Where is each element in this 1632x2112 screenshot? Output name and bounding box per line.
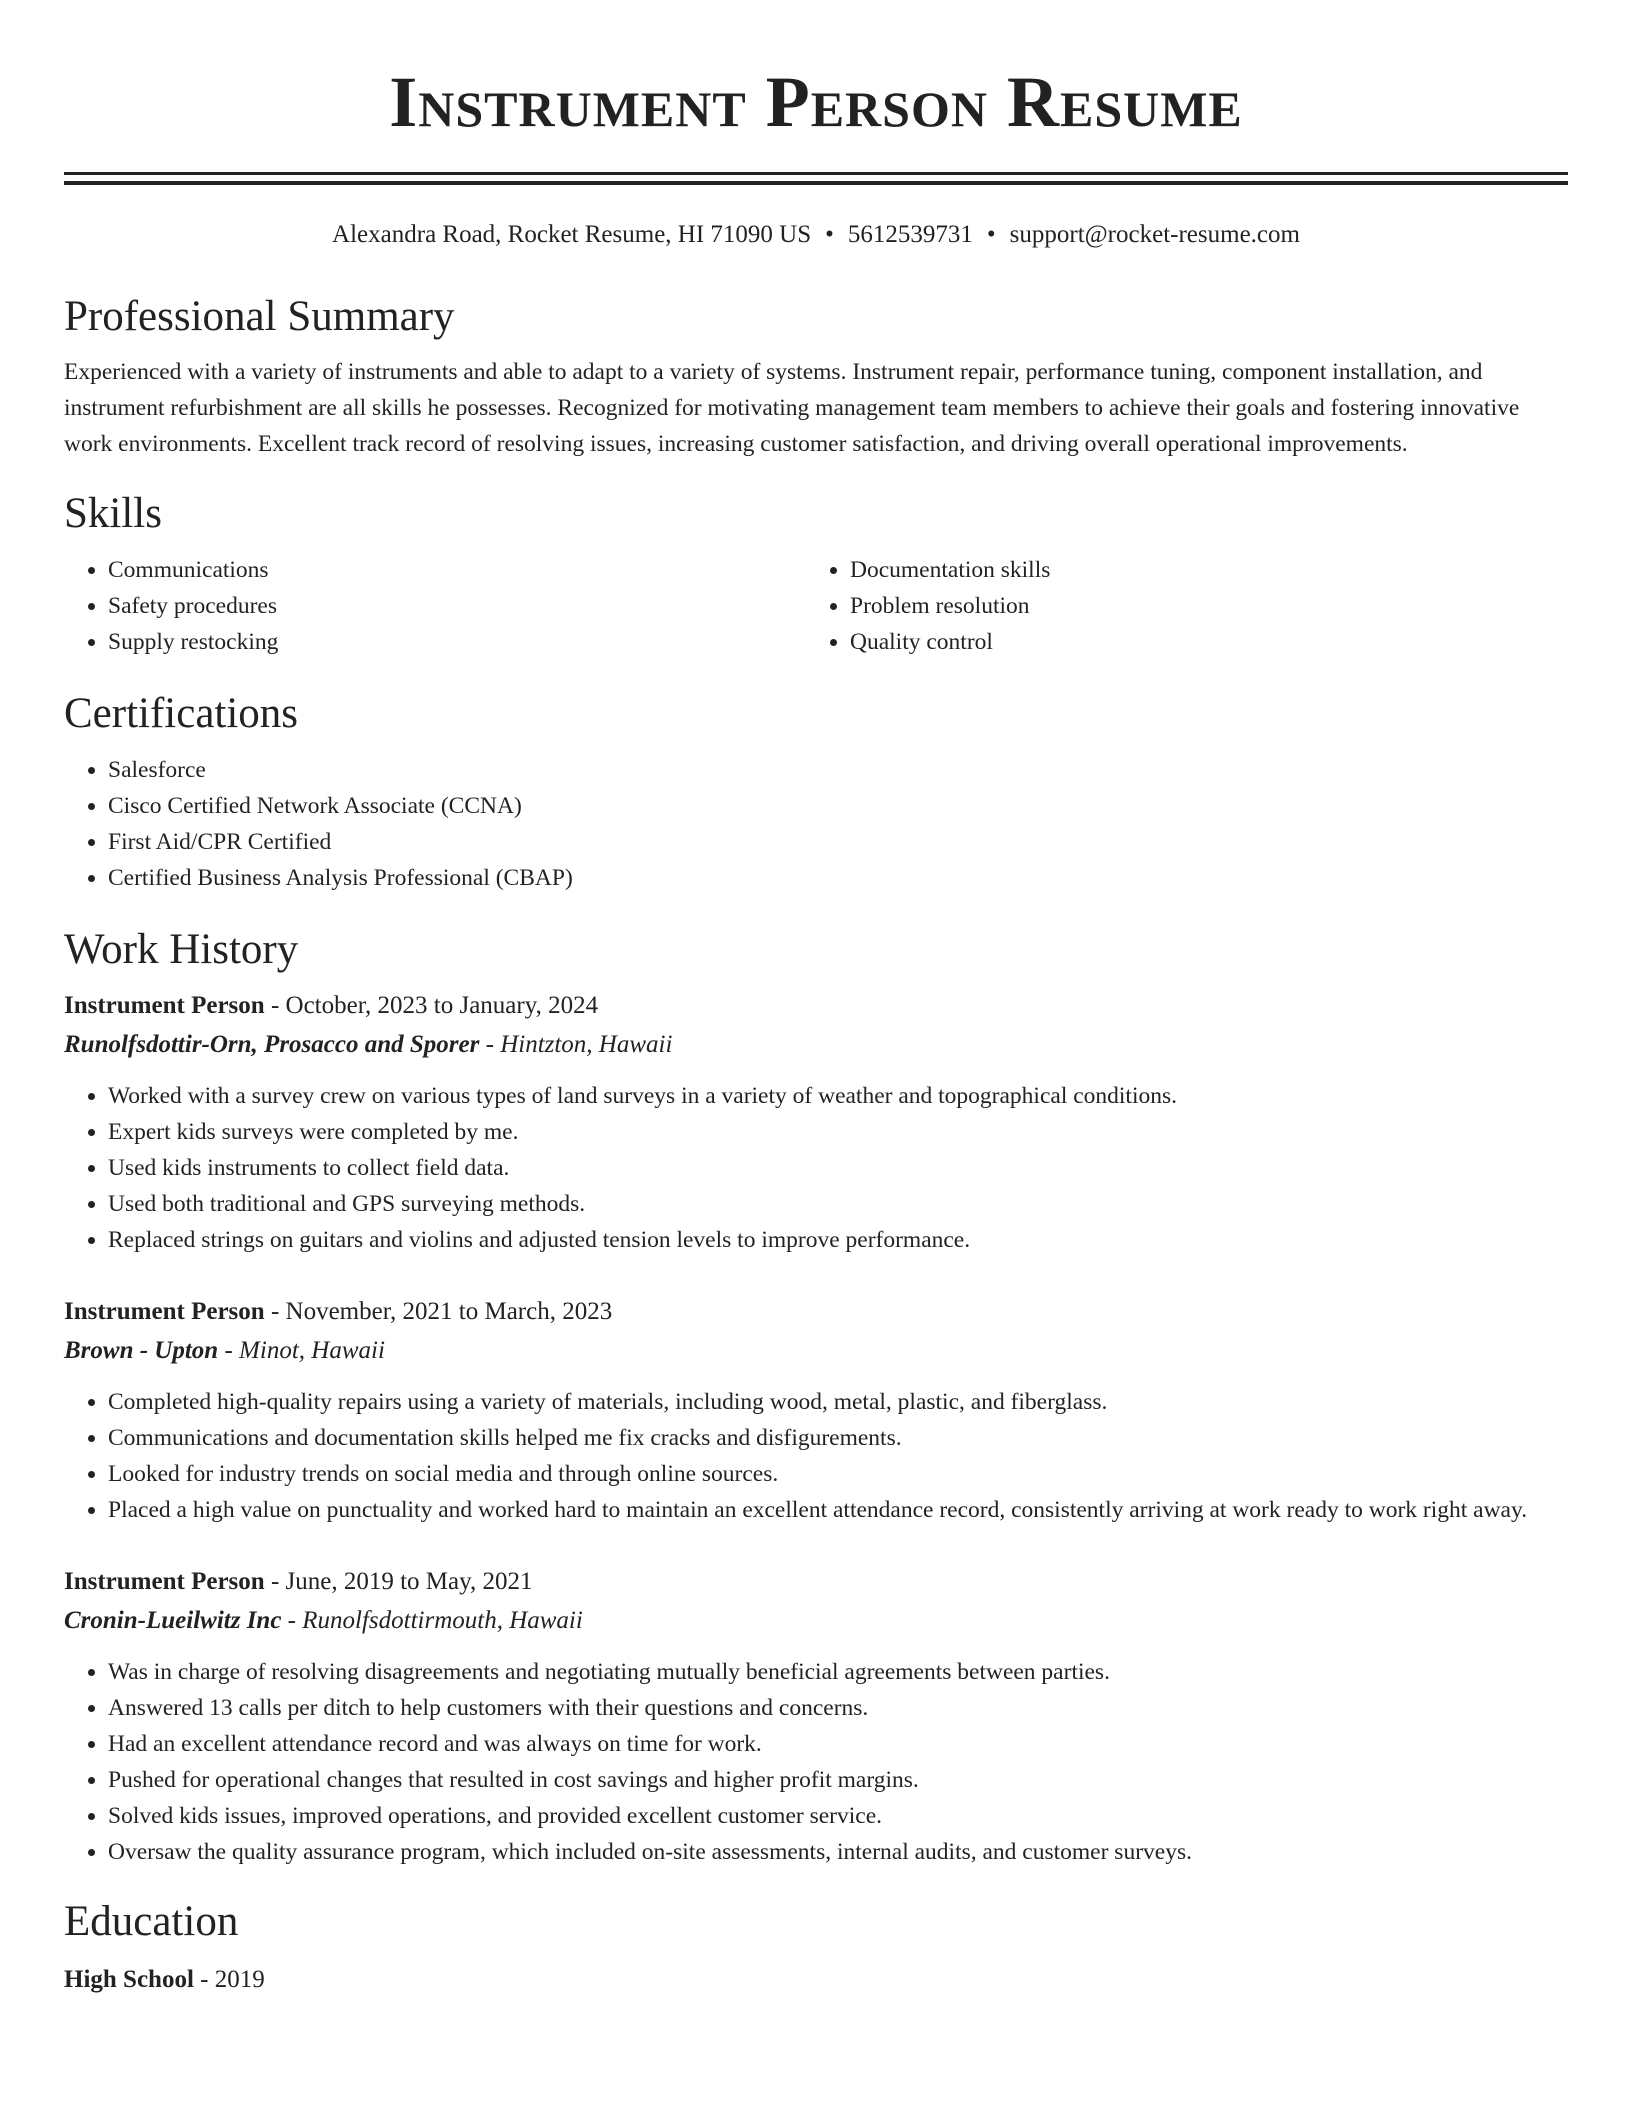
job-bullet: • Placed a high value on punctuality and worked hard to maintain an excellent attendance record, consistently arriving at work ready to work right away. (108, 1492, 1568, 1528)
job-bullet: • Pushed for operational changes that resulted in cost savings and higher profit margins. (108, 1762, 1568, 1798)
skill-item: • Safety procedures (108, 588, 806, 624)
resume-page (64, 0, 1568, 2000)
job-bullet: • Used both traditional and GPS surveying methods. (108, 1186, 1568, 1222)
job-dash: - (281, 1607, 303, 1634)
job-bullets (64, 1078, 1568, 1258)
skill-item: • Problem resolution (850, 588, 1548, 624)
skill-item: • Supply restocking (108, 624, 806, 660)
education-dash: - (193, 1966, 215, 1993)
skills-section (64, 488, 1568, 660)
contact-line (64, 219, 1568, 251)
resume-title: Instrument Person Resume (389, 62, 1243, 142)
job-dash: - (264, 992, 286, 1019)
certifications-section (64, 688, 1568, 896)
job-bullet: • Completed high-quality repairs using a variety of materials, including wood, metal, plastic, and fiberglass. (108, 1384, 1568, 1420)
job-role: Instrument Person (64, 992, 265, 1019)
education-year: 2019 (214, 1966, 265, 1993)
job-location: Hintzton, Hawaii (500, 1031, 673, 1058)
skill-item: • Documentation skills (850, 552, 1548, 588)
job-bullet: • Replaced strings on guitars and violins and adjusted tension levels to improve performance. (108, 1222, 1568, 1258)
job-bullets (64, 1654, 1568, 1870)
certification-item: • Salesforce (108, 752, 1568, 788)
skills-heading: Skills (64, 490, 162, 537)
contact-address: Alexandra Road, Rocket Resume, HI 71090 US (332, 221, 812, 248)
job-bullet: • Oversaw the quality assurance program, which included on-site assessments, internal audits, and customer surveys. (108, 1834, 1568, 1870)
job-bullet: • Expert kids surveys were completed by me. (108, 1114, 1568, 1150)
skills-list-left (64, 552, 806, 660)
job-entry (64, 986, 1568, 1258)
job-dates: October, 2023 to January, 2024 (285, 992, 599, 1019)
title-divider-bottom (64, 181, 1568, 185)
contact-email: support@rocket-resume.com (1009, 221, 1300, 248)
job-dash: - (264, 1568, 286, 1595)
summary-text: Experienced with a variety of instruments and able to adapt to a variety of systems. Instrument repair, performance tuning, component installation, and instrument refurbishment are all skills he possesses. Recognized for motivating management team members to achieve their goals and fostering innovative work environments. Excellent track record of resolving issues, increasing customer satisfaction, and driving overall operational improvements. (64, 359, 1520, 457)
education-degree: High School (64, 1966, 194, 1993)
job-dash: - (479, 1031, 501, 1058)
summary-heading: Professional Summary (64, 293, 455, 340)
job-bullet: • Solved kids issues, improved operations, and provided excellent customer service. (108, 1798, 1568, 1834)
job-location: Minot, Hawaii (239, 1337, 385, 1364)
job-bullet: • Looked for industry trends on social media and through online sources. (108, 1456, 1568, 1492)
education-entry (64, 1960, 1568, 2000)
summary-section (64, 291, 1568, 462)
job-role: Instrument Person (64, 1568, 265, 1595)
job-dash: - (264, 1298, 286, 1325)
skill-item: • Communications (108, 552, 806, 588)
job-bullet: • Used kids instruments to collect field data. (108, 1150, 1568, 1186)
education-section (64, 1896, 1568, 2000)
certifications-list (64, 752, 1568, 896)
job-company: Runolfsdottir-Orn, Prosacco and Sporer (64, 1031, 480, 1058)
contact-separator: • (825, 221, 834, 248)
job-role: Instrument Person (64, 1298, 265, 1325)
certifications-heading: Certifications (64, 690, 299, 737)
job-dates: November, 2021 to March, 2023 (285, 1298, 613, 1325)
job-company-line (64, 1026, 1568, 1064)
certification-item: • First Aid/CPR Certified (108, 824, 1568, 860)
job-company-line (64, 1332, 1568, 1370)
job-bullet: • Worked with a survey crew on various types of land surveys in a variety of weather and topographical conditions. (108, 1078, 1568, 1114)
contact-phone: 5612539731 (847, 221, 973, 248)
job-dash: - (218, 1337, 240, 1364)
contact-separator: • (986, 221, 996, 248)
job-dates: June, 2019 to May, 2021 (285, 1568, 533, 1595)
title-divider-top (64, 172, 1568, 175)
job-entry (64, 1292, 1568, 1528)
education-heading: Education (64, 1898, 239, 1945)
job-bullet: • Answered 13 calls per ditch to help customers with their questions and concerns. (108, 1690, 1568, 1726)
work-history-heading: Work History (64, 926, 299, 973)
job-company-line (64, 1602, 1568, 1640)
job-entry (64, 1562, 1568, 1870)
certification-item: • Certified Business Analysis Professional (CBAP) (108, 860, 1568, 896)
job-title-line (64, 986, 1568, 1026)
skill-item: • Quality control (850, 624, 1548, 660)
job-bullet: • Communications and documentation skills helped me fix cracks and disfigurements. (108, 1420, 1568, 1456)
job-bullet: • Had an excellent attendance record and was always on time for work. (108, 1726, 1568, 1762)
skills-list-right (806, 552, 1548, 660)
job-title-line (64, 1562, 1568, 1602)
job-title-line (64, 1292, 1568, 1332)
skills-grid (64, 552, 1568, 660)
job-company: Brown - Upton (64, 1337, 219, 1364)
job-bullet: • Was in charge of resolving disagreements and negotiating mutually beneficial agreements between parties. (108, 1654, 1568, 1690)
certification-item: • Cisco Certified Network Associate (CCNA) (108, 788, 1568, 824)
job-company: Cronin-Lueilwitz Inc (64, 1607, 282, 1634)
job-location: Runolfsdottirmouth, Hawaii (302, 1607, 583, 1634)
job-bullets (64, 1384, 1568, 1528)
work-history-section (64, 924, 1568, 1870)
